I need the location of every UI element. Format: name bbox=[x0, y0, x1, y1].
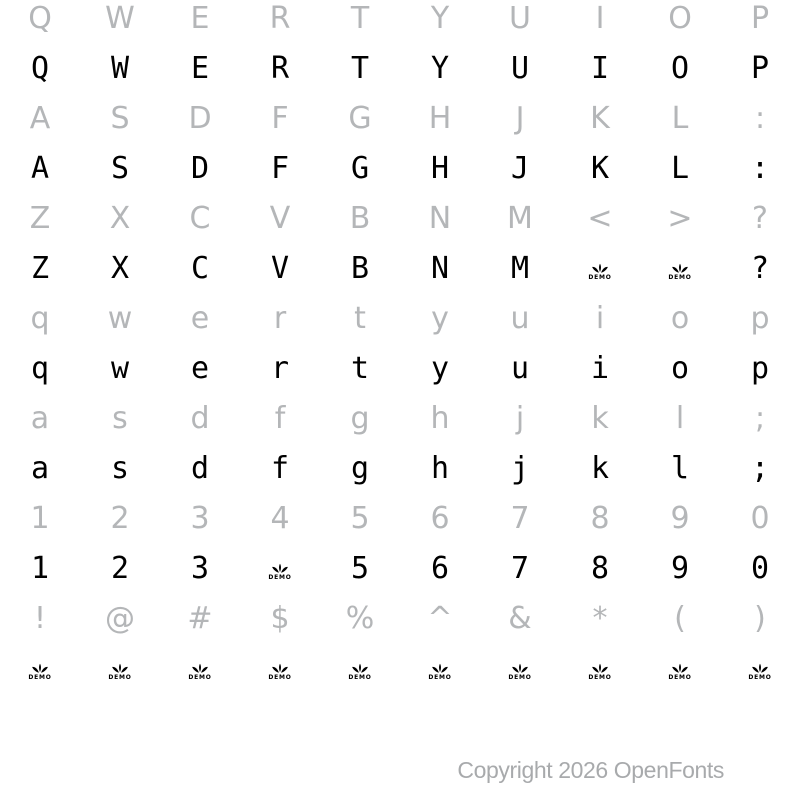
glyph-cell: q bbox=[30, 301, 50, 336]
glyph-cell: H bbox=[430, 151, 450, 186]
copyright-notice: Copyright 2026 OpenFonts bbox=[457, 757, 724, 783]
glyph-cell: P bbox=[750, 51, 770, 86]
glyph-cell: j bbox=[510, 451, 530, 486]
demo-placeholder-glyph bbox=[268, 662, 291, 681]
glyph-cell: p bbox=[750, 351, 770, 386]
glyph-row-9-ghost bbox=[0, 394, 800, 444]
glyph-cell: C bbox=[190, 251, 210, 286]
glyph-cell: h bbox=[430, 401, 450, 436]
glyph-cell: w bbox=[107, 301, 133, 336]
glyph-cell: P bbox=[750, 1, 770, 36]
glyph-cell: h bbox=[430, 451, 450, 486]
glyph-cell: d bbox=[190, 451, 210, 486]
trefoil-ornament-icon bbox=[670, 262, 690, 274]
glyph-cell: K bbox=[590, 151, 610, 186]
glyph-cell: Z bbox=[30, 251, 50, 286]
glyph-cell: 9 bbox=[670, 551, 690, 586]
demo-placeholder-glyph bbox=[588, 262, 611, 281]
glyph-cell: B bbox=[350, 251, 370, 286]
demo-placeholder-glyph bbox=[188, 662, 211, 681]
demo-placeholder-glyph bbox=[508, 662, 531, 681]
glyph-cell: d bbox=[190, 401, 210, 436]
glyph-row-10-solid bbox=[0, 444, 800, 494]
demo-placeholder-glyph bbox=[668, 262, 691, 281]
glyph-cell: l bbox=[675, 401, 685, 436]
glyph-cell: N bbox=[430, 251, 450, 286]
glyph-cell: F bbox=[270, 151, 290, 186]
glyph-cell: 0 bbox=[750, 501, 770, 536]
glyph-cell: @ bbox=[105, 601, 135, 636]
glyph-cell: E bbox=[190, 51, 210, 86]
demo-label: DEMO bbox=[188, 673, 212, 681]
glyph-cell: e bbox=[190, 351, 210, 386]
glyph-cell: 8 bbox=[590, 551, 610, 586]
glyph-cell: T bbox=[350, 1, 370, 36]
demo-placeholder-glyph bbox=[348, 662, 371, 681]
demo-label: DEMO bbox=[428, 673, 452, 681]
glyph-cell: ? bbox=[752, 201, 768, 236]
trefoil-ornament-icon bbox=[510, 662, 530, 674]
glyph-cell: k bbox=[590, 451, 610, 486]
trefoil-ornament-icon bbox=[350, 662, 370, 674]
glyph-cell: V bbox=[270, 251, 290, 286]
glyph-cell: # bbox=[187, 601, 213, 636]
glyph-cell: L bbox=[671, 101, 689, 136]
glyph-cell: s bbox=[112, 401, 128, 436]
glyph-cell: t bbox=[354, 301, 366, 336]
glyph-cell: 9 bbox=[670, 501, 690, 536]
glyph-row-2-solid bbox=[0, 44, 800, 94]
glyph-cell: a bbox=[30, 451, 50, 486]
glyph-cell: H bbox=[428, 101, 452, 136]
glyph-cell: S bbox=[110, 101, 130, 136]
glyph-cell: p bbox=[750, 301, 770, 336]
glyph-cell: e bbox=[190, 301, 210, 336]
glyph-cell: s bbox=[110, 451, 130, 486]
glyph-cell: 4 bbox=[270, 501, 290, 536]
demo-label: DEMO bbox=[268, 673, 292, 681]
glyph-row-11-ghost bbox=[0, 494, 800, 544]
glyph-row-13-ghost bbox=[0, 594, 800, 644]
glyph-cell: Z bbox=[29, 201, 51, 236]
glyph-cell: * bbox=[592, 601, 608, 636]
glyph-cell: M bbox=[507, 201, 533, 236]
glyph-cell: < bbox=[587, 201, 613, 236]
demo-placeholder-glyph bbox=[668, 662, 691, 681]
glyph-row-8-solid bbox=[0, 344, 800, 394]
glyph-cell: 3 bbox=[190, 551, 210, 586]
glyph-cell: g bbox=[350, 451, 370, 486]
glyph-cell: L bbox=[670, 151, 690, 186]
glyph-cell: t bbox=[350, 351, 370, 386]
glyph-cell: U bbox=[510, 51, 530, 86]
glyph-cell: i bbox=[590, 351, 610, 386]
glyph-row-12-solid bbox=[0, 544, 800, 594]
glyph-cell: 3 bbox=[190, 501, 210, 536]
glyph-row-7-ghost bbox=[0, 294, 800, 344]
glyph-cell: y bbox=[431, 301, 449, 336]
glyph-cell: O bbox=[668, 1, 692, 36]
glyph-cell: 2 bbox=[110, 501, 130, 536]
glyph-cell: & bbox=[508, 601, 532, 636]
demo-label: DEMO bbox=[588, 673, 612, 681]
glyph-cell: O bbox=[670, 51, 690, 86]
glyph-row-4-solid bbox=[0, 144, 800, 194]
glyph-cell: R bbox=[269, 1, 291, 36]
glyph-cell: g bbox=[350, 401, 370, 436]
glyph-cell: 6 bbox=[430, 501, 450, 536]
glyph-cell: C bbox=[189, 201, 211, 236]
glyph-cell: i bbox=[595, 301, 605, 336]
glyph-cell: o bbox=[670, 351, 690, 386]
glyph-cell: 5 bbox=[350, 551, 370, 586]
glyph-cell: J bbox=[515, 101, 525, 136]
glyph-cell: I bbox=[595, 1, 605, 36]
glyph-cell: K bbox=[590, 101, 610, 136]
glyph-cell: 1 bbox=[30, 501, 50, 536]
glyph-cell: ! bbox=[33, 601, 47, 636]
glyph-cell: $ bbox=[270, 601, 290, 636]
glyph-cell: I bbox=[590, 51, 610, 86]
demo-label: DEMO bbox=[28, 673, 52, 681]
glyph-cell: M bbox=[510, 251, 530, 286]
glyph-cell: S bbox=[110, 151, 130, 186]
demo-label: DEMO bbox=[668, 273, 692, 281]
glyph-cell: w bbox=[110, 351, 130, 386]
glyph-cell: 2 bbox=[110, 551, 130, 586]
trefoil-ornament-icon bbox=[430, 662, 450, 674]
glyph-cell: ) bbox=[754, 601, 766, 636]
trefoil-ornament-icon bbox=[110, 662, 130, 674]
glyph-cell: u bbox=[510, 301, 530, 336]
demo-placeholder-glyph bbox=[108, 662, 131, 681]
trefoil-ornament-icon bbox=[270, 562, 290, 574]
glyph-cell: A bbox=[29, 101, 51, 136]
glyph-cell: W bbox=[110, 51, 130, 86]
glyph-cell: u bbox=[510, 351, 530, 386]
glyph-cell: E bbox=[190, 1, 210, 36]
glyph-row-6-solid bbox=[0, 244, 800, 294]
demo-placeholder-glyph bbox=[588, 662, 611, 681]
glyph-cell: J bbox=[510, 151, 530, 186]
glyph-cell: f bbox=[270, 451, 290, 486]
glyph-cell: D bbox=[190, 151, 210, 186]
glyph-cell: o bbox=[670, 301, 690, 336]
demo-placeholder-glyph bbox=[28, 662, 51, 681]
trefoil-ornament-icon bbox=[30, 662, 50, 674]
glyph-cell: 1 bbox=[30, 551, 50, 586]
trefoil-ornament-icon bbox=[270, 662, 290, 674]
glyph-cell: G bbox=[348, 101, 372, 136]
glyph-cell: D bbox=[188, 101, 212, 136]
glyph-cell: f bbox=[274, 401, 286, 436]
glyph-cell: : bbox=[750, 151, 770, 186]
glyph-cell: N bbox=[428, 201, 452, 236]
glyph-cell: 0 bbox=[750, 551, 770, 586]
trefoil-ornament-icon bbox=[670, 662, 690, 674]
glyph-cell: l bbox=[670, 451, 690, 486]
glyph-cell: Q bbox=[30, 51, 50, 86]
glyph-row-3-ghost bbox=[0, 94, 800, 144]
trefoil-ornament-icon bbox=[590, 262, 610, 274]
glyph-cell: U bbox=[509, 1, 531, 36]
trefoil-ornament-icon bbox=[190, 662, 210, 674]
glyph-cell: T bbox=[350, 51, 370, 86]
trefoil-ornament-icon bbox=[750, 662, 770, 674]
glyph-cell: F bbox=[271, 101, 289, 136]
glyph-cell: B bbox=[349, 201, 371, 236]
glyph-cell: 7 bbox=[510, 501, 530, 536]
glyph-cell: j bbox=[515, 401, 525, 436]
glyph-cell: 5 bbox=[350, 501, 370, 536]
glyph-cell: R bbox=[270, 51, 290, 86]
glyph-row-14-solid bbox=[0, 644, 800, 694]
demo-placeholder-glyph bbox=[268, 562, 291, 581]
demo-placeholder-glyph bbox=[748, 662, 771, 681]
glyph-cell: 6 bbox=[430, 551, 450, 586]
glyph-cell: ( bbox=[674, 601, 686, 636]
glyph-cell: k bbox=[591, 401, 609, 436]
demo-label: DEMO bbox=[348, 673, 372, 681]
glyph-cell: ^ bbox=[427, 601, 453, 636]
glyph-cell: ; bbox=[750, 451, 770, 486]
trefoil-ornament-icon bbox=[590, 662, 610, 674]
glyph-cell: Y bbox=[430, 1, 450, 36]
glyph-cell: q bbox=[30, 351, 50, 386]
demo-label: DEMO bbox=[668, 673, 692, 681]
glyph-cell: 8 bbox=[590, 501, 610, 536]
glyph-cell: Y bbox=[430, 51, 450, 86]
demo-label: DEMO bbox=[588, 273, 612, 281]
glyph-cell: 7 bbox=[510, 551, 530, 586]
glyph-row-5-ghost bbox=[0, 194, 800, 244]
demo-label: DEMO bbox=[748, 673, 772, 681]
glyph-cell: % bbox=[345, 601, 375, 636]
glyph-cell: r bbox=[270, 351, 290, 386]
demo-label: DEMO bbox=[268, 573, 292, 581]
glyph-cell: V bbox=[269, 201, 291, 236]
glyph-cell: A bbox=[30, 151, 50, 186]
glyph-cell: Q bbox=[28, 1, 52, 36]
glyph-cell: G bbox=[350, 151, 370, 186]
demo-label: DEMO bbox=[108, 673, 132, 681]
glyph-cell: : bbox=[754, 101, 766, 136]
glyph-cell: X bbox=[110, 251, 130, 286]
glyph-cell: y bbox=[430, 351, 450, 386]
demo-placeholder-glyph bbox=[428, 662, 451, 681]
glyph-cell: ; bbox=[754, 401, 766, 436]
glyph-cell: X bbox=[109, 201, 131, 236]
glyph-cell: a bbox=[30, 401, 50, 436]
demo-label: DEMO bbox=[508, 673, 532, 681]
glyph-cell: W bbox=[105, 1, 135, 36]
glyph-cell: > bbox=[667, 201, 693, 236]
glyph-row-1-ghost bbox=[0, 0, 800, 44]
glyph-cell: ? bbox=[750, 251, 770, 286]
glyph-cell: r bbox=[273, 301, 287, 336]
